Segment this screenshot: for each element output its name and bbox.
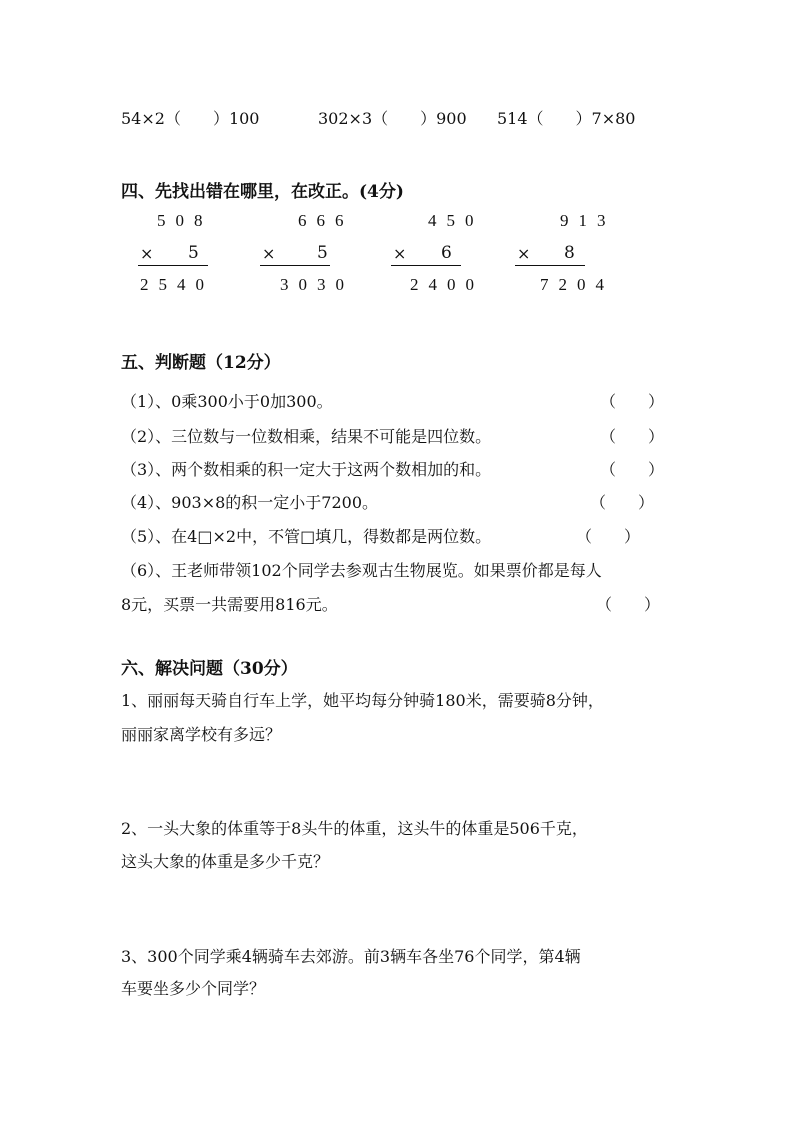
section5-title: 五、判断题（12分） <box>121 353 281 373</box>
problem-3-line-2: 车要坐多少个同学？ <box>121 979 266 998</box>
answer-rule <box>260 265 330 266</box>
section4-title: 四、先找出错在哪里，在改正。(4分) <box>121 182 404 202</box>
times-sign: × <box>262 244 276 263</box>
problem-result: 7204 <box>540 275 614 294</box>
problem-multiplier: 8 <box>564 243 575 263</box>
problem-result: 3030 <box>280 275 354 294</box>
answer-paren[interactable]: （ ） <box>596 595 661 614</box>
problem-result: 2400 <box>410 275 484 294</box>
answer-paren[interactable]: （ ） <box>600 427 665 446</box>
times-sign: × <box>140 244 154 263</box>
answer-paren[interactable]: （ ） <box>600 460 665 479</box>
problem-3-line-1: 3、300个同学乘4辆骑车去郊游。前3辆车各坐76个同学，第4辆 <box>121 947 581 966</box>
problem-top: 666 <box>298 211 354 230</box>
problem-multiplier: 5 <box>188 243 199 263</box>
judge-item-1: （1）、0乘300小于0加300。 <box>121 392 333 411</box>
answer-paren[interactable]: （ ） <box>590 493 655 512</box>
compare-item-3: 514（ ）7×80 <box>497 109 636 128</box>
problem-1-line-1: 1、丽丽每天骑自行车上学，她平均每分钟骑180米，需要骑8分钟， <box>121 691 604 710</box>
problem-1-line-2: 丽丽家离学校有多远？ <box>121 725 282 744</box>
judge-item-6: （6）、王老师带领102个同学去参观古生物展览。如果票价都是每人 <box>121 561 602 580</box>
problem-top: 508 <box>157 211 213 230</box>
answer-paren[interactable]: （ ） <box>600 392 665 411</box>
section6-title: 六、解决问题（30分） <box>121 659 298 679</box>
compare-item-2: 302×3（ ）900 <box>318 109 467 128</box>
problem-2-line-1: 2、一头大象的体重等于8头牛的体重，这头牛的体重是506千克， <box>121 819 588 838</box>
times-sign: × <box>517 244 531 263</box>
problem-result: 2540 <box>140 275 214 294</box>
answer-rule <box>515 265 585 266</box>
answer-rule <box>138 265 208 266</box>
problem-top: 450 <box>428 211 484 230</box>
compare-item-1: 54×2（ ）100 <box>121 109 260 128</box>
problem-multiplier: 6 <box>441 243 452 263</box>
problem-top: 913 <box>560 211 616 230</box>
judge-item-5: （5）、在4□×2中，不管□填几，得数都是两位数。 <box>121 527 492 546</box>
judge-item-6-continued: 8元，买票一共需要用816元。 <box>121 595 338 614</box>
judge-item-2: （2）、三位数与一位数相乘，结果不可能是四位数。 <box>121 427 492 446</box>
judge-item-3: （3）、两个数相乘的积一定大于这两个数相加的和。 <box>121 460 492 479</box>
judge-item-4: （4）、903×8的积一定小于7200。 <box>121 493 379 512</box>
answer-rule <box>391 265 461 266</box>
problem-2-line-2: 这头大象的体重是多少千克？ <box>121 852 330 871</box>
answer-paren[interactable]: （ ） <box>576 527 641 546</box>
problem-multiplier: 5 <box>317 243 328 263</box>
times-sign: × <box>393 244 407 263</box>
